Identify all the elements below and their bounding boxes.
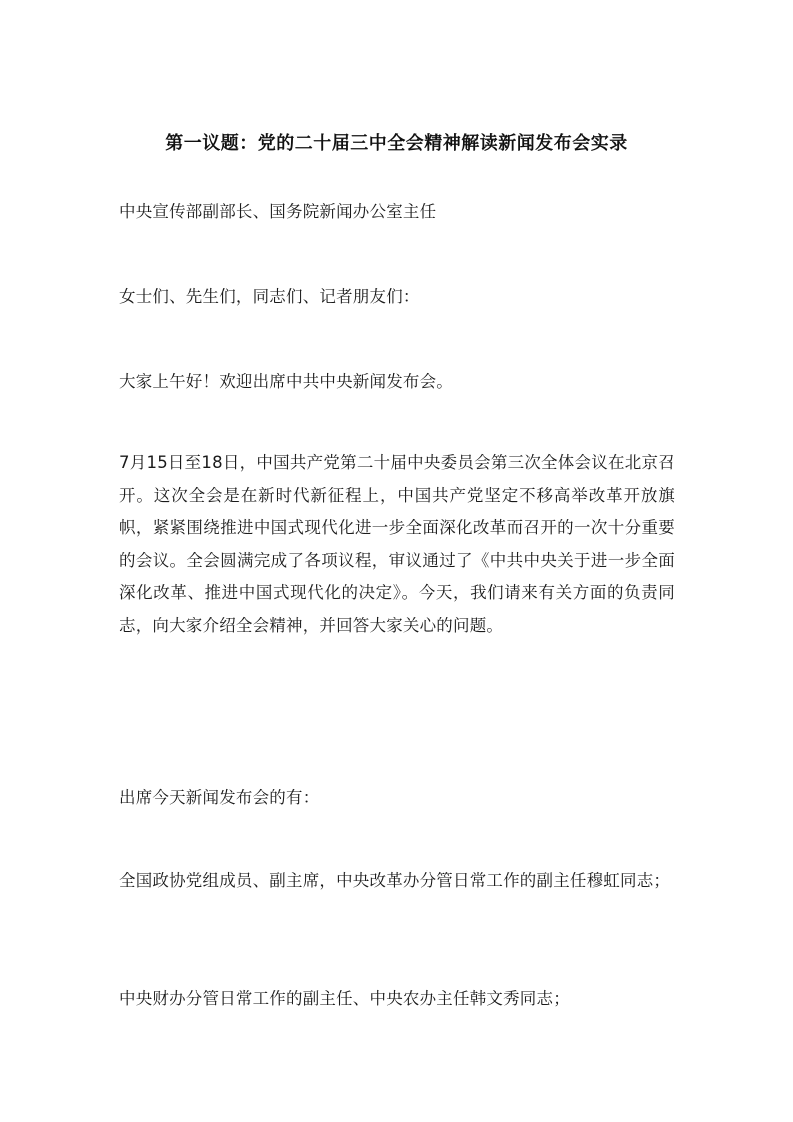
welcome-paragraph: 大家上午好！欢迎出席中共中央新闻发布会。 [119,372,453,391]
attendee-paragraph-1: 全国政协党组成员、副主席，中央改革办分管日常工作的副主任穆虹同志； [119,871,671,890]
greeting-paragraph: 女士们、先生们，同志们、记者朋友们： [119,287,420,306]
main-paragraph: 7月15日至18日，中国共产党第二十届中央委员会第三次全体会议在北京召开。这次全会是在新时代新征程上，中国共产党坚定不移高举改革开放旗帜，紧紧围绕推进中国式现代化进一步全面深化改革而召开的一次十分重要的会议。全会圆满完成了各项议程，审议通过了《中共中央关于进一步全面深化改革、推进中国式现代化的决定》。今天，我们请来有关方面的负责同志，向大家介绍全会精神，并回答大家关心的问题。 [119,453,675,635]
author-line: 中央宣传部副部长、国务院新闻办公室主任 [119,202,437,221]
attendee-paragraph-2: 中央财办分管日常工作的副主任、中央农办主任韩文秀同志； [119,989,570,1008]
document-title: 第一议题：党的二十届三中全会精神解读新闻发布会实录 [165,133,628,154]
attendees-intro-paragraph: 出席今天新闻发布会的有： [119,788,320,807]
